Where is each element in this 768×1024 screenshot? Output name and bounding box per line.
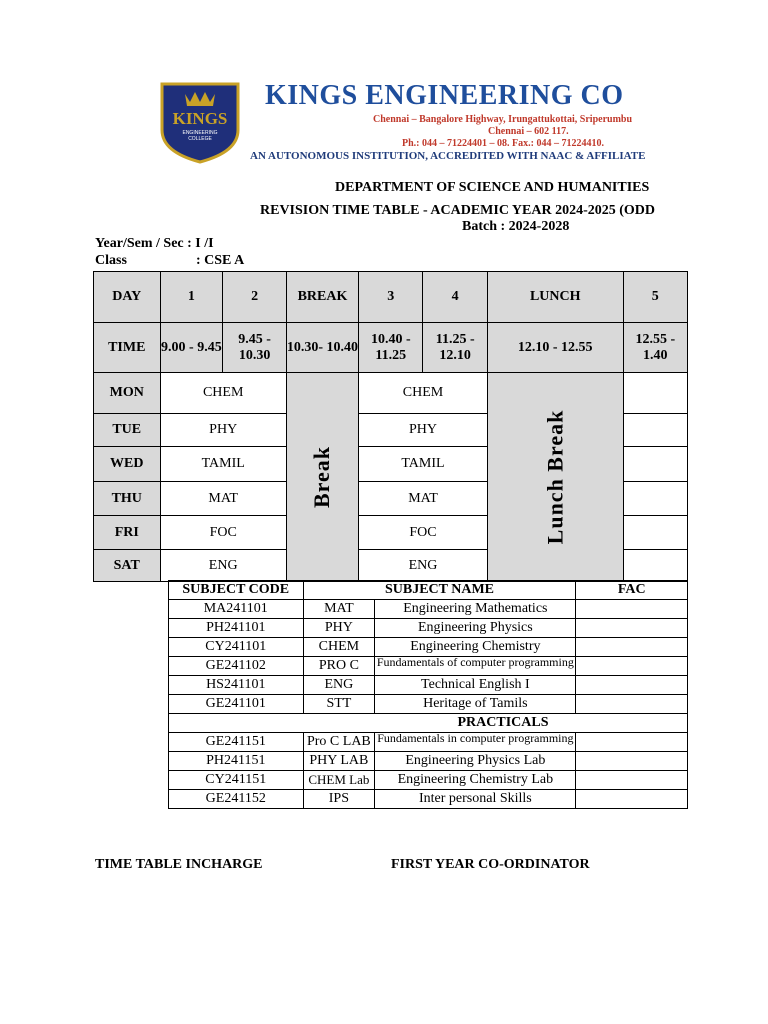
header-period-5: 5	[623, 272, 687, 323]
slot-3-4: TAMIL	[359, 447, 488, 482]
subject-name	[375, 657, 576, 676]
address-line-2: Chennai – 602 117.	[488, 126, 569, 137]
subject-code: GE241151	[169, 733, 304, 752]
subject-faculty	[576, 600, 688, 619]
time-lunch: 12.10 - 12.55	[487, 323, 623, 373]
subject-abbr: PHY	[303, 619, 375, 638]
subject-faculty	[576, 771, 688, 790]
subject-name-text: Fundamentals of computer programming	[376, 657, 574, 669]
subject-abbr: MAT	[303, 600, 375, 619]
header-faculty: FAC	[576, 581, 688, 600]
practicals-label: PRACTICALS	[169, 714, 688, 733]
slot-5	[623, 516, 687, 550]
slot-5	[623, 414, 687, 447]
subject-name: Engineering Chemistry Lab	[375, 771, 576, 790]
header-lunch: LUNCH	[487, 272, 623, 323]
subject-faculty	[576, 619, 688, 638]
subject-name: Heritage of Tamils	[375, 695, 576, 714]
slot-3-4: PHY	[359, 414, 488, 447]
subject-abbr: STT	[303, 695, 375, 714]
subject-abbr: ENG	[303, 676, 375, 695]
subject-abbr: PHY LAB	[303, 752, 375, 771]
header-period-4: 4	[423, 272, 487, 323]
table-row	[169, 657, 688, 676]
subject-name	[375, 733, 576, 752]
table-row	[169, 695, 688, 714]
subject-name: Technical English I	[375, 676, 576, 695]
address-line-4: AN AUTONOMOUS INSTITUTION, ACCREDITED WITH NAAC & AFFILIATE	[250, 150, 646, 162]
time-break: 10.30- 10.40	[286, 323, 358, 373]
time-period-3: 10.40 - 11.25	[359, 323, 423, 373]
signature-time-table-incharge: TIME TABLE INCHARGE	[95, 857, 263, 872]
subject-abbr: CHEM Lab	[303, 771, 375, 790]
table-row	[169, 733, 688, 752]
subject-faculty	[576, 657, 688, 676]
subject-abbr: IPS	[303, 790, 375, 809]
subject-code: CY241151	[169, 771, 304, 790]
table-row	[169, 638, 688, 657]
practicals-row	[169, 714, 688, 733]
day-label: MON	[94, 373, 161, 414]
slot-1-2: MAT	[160, 482, 286, 516]
subject-abbr: Pro C LAB	[303, 733, 375, 752]
timetable-header-row	[94, 272, 688, 323]
subject-faculty	[576, 695, 688, 714]
table-row	[169, 619, 688, 638]
subject-abbr: CHEM	[303, 638, 375, 657]
subject-faculty	[576, 638, 688, 657]
college-logo	[157, 80, 243, 164]
subject-faculty	[576, 733, 688, 752]
slot-1-2: PHY	[160, 414, 286, 447]
slot-3-4: FOC	[359, 516, 488, 550]
class-label: Class	[95, 253, 127, 268]
subject-name-text: Fundamentals in computer programming	[377, 733, 574, 745]
table-row	[169, 676, 688, 695]
header-break: BREAK	[286, 272, 358, 323]
subject-code: HS241101	[169, 676, 304, 695]
subject-faculty	[576, 790, 688, 809]
table-row	[169, 752, 688, 771]
subject-name: Inter personal Skills	[375, 790, 576, 809]
break-label: Break	[309, 445, 335, 509]
slot-3-4: CHEM	[359, 373, 488, 414]
day-label: THU	[94, 482, 161, 516]
address-line-1: Chennai – Bangalore Highway, Irungattukottai, Sriperumbu	[373, 114, 633, 125]
subject-faculty	[576, 676, 688, 695]
subject-name: Engineering Chemistry	[375, 638, 576, 657]
slot-3-4: ENG	[359, 550, 488, 582]
svg-text:KINGS: KINGS	[172, 109, 228, 128]
subject-code: CY241101	[169, 638, 304, 657]
table-row	[169, 771, 688, 790]
break-column	[286, 373, 358, 582]
lunch-break-label: Lunch Break	[542, 409, 568, 545]
batch-label: Batch : 2024-2028	[462, 219, 570, 234]
slot-5	[623, 447, 687, 482]
slot-1-2: CHEM	[160, 373, 286, 414]
header-period-3: 3	[359, 272, 423, 323]
department-title: DEPARTMENT OF SCIENCE AND HUMANITIES	[335, 180, 650, 195]
svg-text:COLLEGE: COLLEGE	[188, 136, 212, 142]
header-day: DAY	[94, 272, 161, 323]
year-sem-sec: Year/Sem / Sec : I /I	[95, 236, 214, 251]
subject-faculty	[576, 752, 688, 771]
slot-1-2: ENG	[160, 550, 286, 582]
time-period-4: 11.25 - 12.10	[423, 323, 487, 373]
lunch-column	[487, 373, 623, 582]
time-period-2: 9.45 - 10.30	[223, 323, 287, 373]
revision-title: REVISION TIME TABLE - ACADEMIC YEAR 2024-2025 (ODD	[260, 203, 656, 218]
subject-code: MA241101	[169, 600, 304, 619]
day-row-mon	[94, 373, 688, 414]
timetable-time-row	[94, 323, 688, 373]
subject-name: Engineering Mathematics	[375, 600, 576, 619]
subject-code: GE241102	[169, 657, 304, 676]
slot-3-4: MAT	[359, 482, 488, 516]
slot-5	[623, 550, 687, 582]
subject-code: PH241151	[169, 752, 304, 771]
signature-first-year-coordinator: FIRST YEAR CO-ORDINATOR	[391, 857, 590, 872]
subject-code: PH241101	[169, 619, 304, 638]
time-period-5: 12.55 - 1.40	[623, 323, 687, 373]
day-label: SAT	[94, 550, 161, 582]
subject-header-row	[169, 581, 688, 600]
timetable	[93, 271, 688, 582]
slot-5	[623, 482, 687, 516]
header-period-2: 2	[223, 272, 287, 323]
subject-code: GE241152	[169, 790, 304, 809]
header-subject-name: SUBJECT NAME	[303, 581, 576, 600]
slot-1-2: TAMIL	[160, 447, 286, 482]
slot-1-2: FOC	[160, 516, 286, 550]
header-period-1: 1	[160, 272, 223, 323]
table-row	[169, 790, 688, 809]
subject-table	[168, 580, 688, 809]
time-period-1: 9.00 - 9.45	[160, 323, 223, 373]
time-label: TIME	[94, 323, 161, 373]
subject-name: Engineering Physics Lab	[375, 752, 576, 771]
svg-text:ENGINEERING: ENGINEERING	[182, 130, 218, 136]
subject-abbr: PRO C	[303, 657, 375, 676]
day-label: FRI	[94, 516, 161, 550]
slot-5	[623, 373, 687, 414]
subject-name: Engineering Physics	[375, 619, 576, 638]
subject-code: GE241101	[169, 695, 304, 714]
day-label: TUE	[94, 414, 161, 447]
class-value: : CSE A	[196, 253, 245, 268]
address-line-3: Ph.: 044 – 71224401 – 08. Fax.: 044 – 71224410.	[402, 138, 604, 149]
day-label: WED	[94, 447, 161, 482]
header-subject-code: SUBJECT CODE	[169, 581, 304, 600]
institution-name: KINGS ENGINEERING CO	[265, 80, 624, 111]
table-row	[169, 600, 688, 619]
